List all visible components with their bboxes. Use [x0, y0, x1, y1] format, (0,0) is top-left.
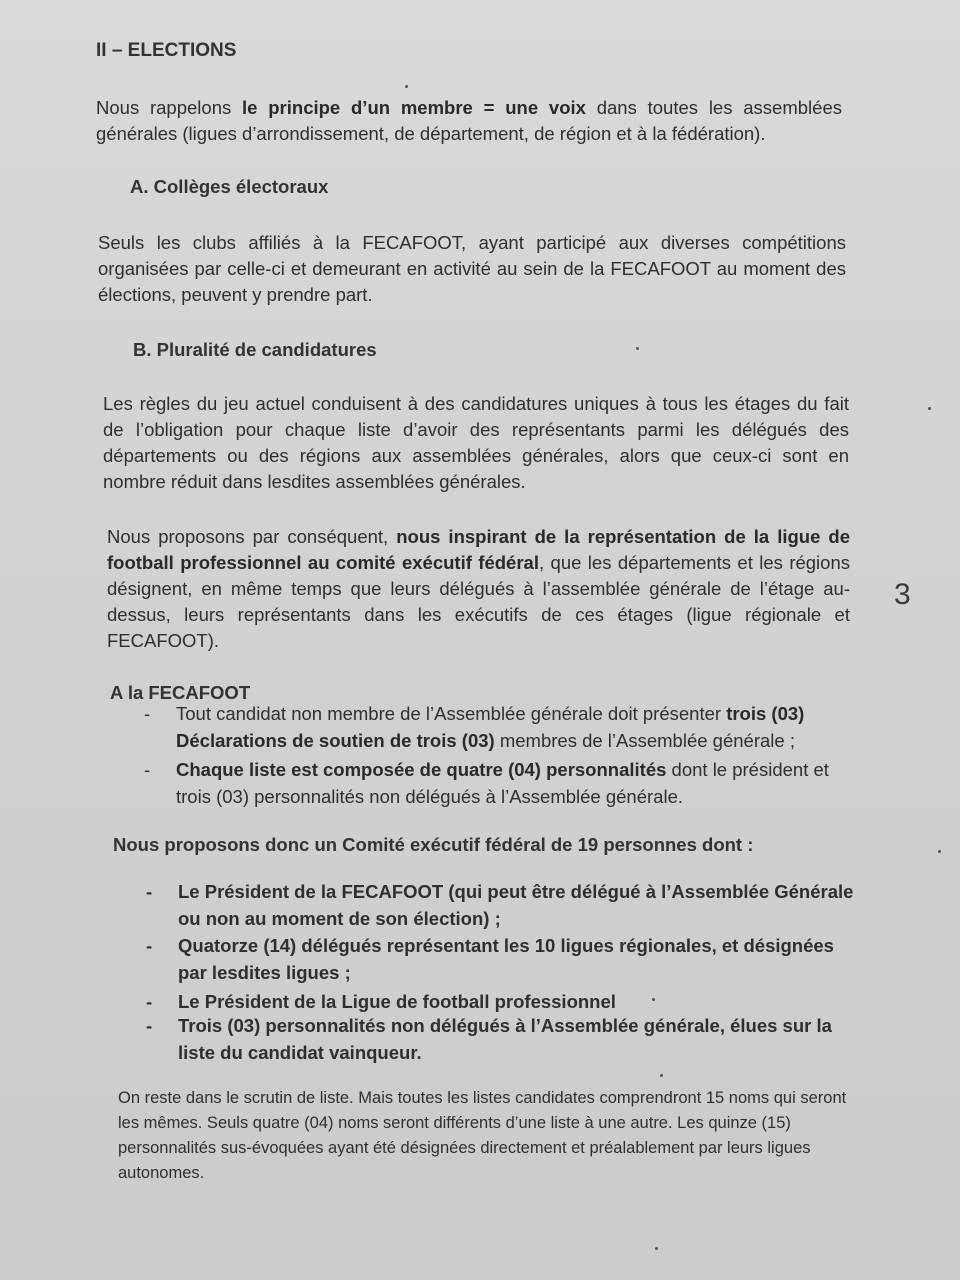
speck — [938, 850, 941, 853]
bullet-dash: - — [144, 759, 151, 780]
subsection-b-paragraph-2: Nous proposons par conséquent, nous inspirant de la représentation de la ligue de football professionnel au comité exécutif fédéral, que les départements et les régions désignent, en même temps que leurs délégués à l’assemblée générale de l’étage au-dessus, leurs représentants dans les exécutifs de ces étages (ligue régionale et FECAFOOT). — [107, 526, 851, 651]
fecafoot-heading: A la FECAFOOT — [110, 682, 251, 703]
bullet-dash: - — [146, 991, 153, 1012]
bullet-dash: - — [146, 1015, 153, 1036]
section-title: II – ELECTIONS — [96, 40, 237, 61]
bullet-dash: - — [146, 881, 153, 902]
speck — [928, 407, 931, 410]
speck — [655, 1247, 658, 1250]
speck — [636, 347, 639, 350]
subsection-a-paragraph: Seuls les clubs affiliés à la FECAFOOT, ayant participé aux diverses compétitions organisées par celle-ci et demeurant en activité au sein de la FECAFOOT au moment des élections, peuvent y prendre part. — [98, 232, 846, 305]
comite-item-2: - Quatorze (14) délégués représentant les 10 ligues régionales, et désignées par lesdites ligues ; — [178, 932, 858, 986]
bullet-dash: - — [144, 703, 151, 724]
page-number: 3 — [894, 578, 911, 611]
comite-item-4: - Trois (03) personnalités non délégués à l’Assemblée générale, élues sur la liste du candidat vainqueur. — [178, 1012, 858, 1066]
comite-item-3: - Le Président de la Ligue de football professionnel — [178, 988, 858, 1015]
fecafoot-item-2: - Chaque liste est composée de quatre (04) personnalités dont le président et trois (03) personnalités non délégués à l’Assemblée générale. — [176, 756, 852, 810]
speck — [660, 1074, 663, 1077]
comite-heading: Nous proposons donc un Comité exécutif fédéral de 19 personnes dont : — [113, 834, 754, 855]
closing-paragraph: On reste dans le scrutin de liste. Mais toutes les listes candidates comprendront 15 noms qui seront les mêmes. Seuls quatre (04) noms seront différents d’une liste à une autre. Les quinze (15) personnalités sus-évoquées ayant été désignées directement et préalablement par leurs ligues autonomes. — [118, 1089, 847, 1182]
subsection-b-paragraph-1: Les règles du jeu actuel conduisent à des candidatures uniques à tous les étages du fait de l’obligation pour chaque liste d’avoir des représentants parmi les délégués des départements ou des régions aux assemblées générales, alors que ceux-ci sont en nombre réduit dans lesdites assemblées générales. — [103, 393, 849, 492]
fecafoot-item-1: - Tout candidat non membre de l’Assemblée générale doit présenter trois (03) Déclarations de soutien de trois (03) membres de l’Assemblée générale ; — [176, 700, 852, 754]
speck — [652, 998, 655, 1001]
subsection-a-heading: A. Collèges électoraux — [130, 176, 329, 197]
intro-paragraph: Nous rappelons le principe d’un membre = une voix dans toutes les assemblées générales (ligues d’arrondissement, de département, de région et à la fédération). — [96, 97, 842, 144]
speck — [405, 85, 408, 88]
subsection-b-heading: B. Pluralité de candidatures — [133, 339, 377, 360]
bullet-dash: - — [146, 935, 153, 956]
comite-item-1: - Le Président de la FECAFOOT (qui peut être délégué à l’Assemblée Générale ou non au moment de son élection) ; — [178, 878, 858, 932]
